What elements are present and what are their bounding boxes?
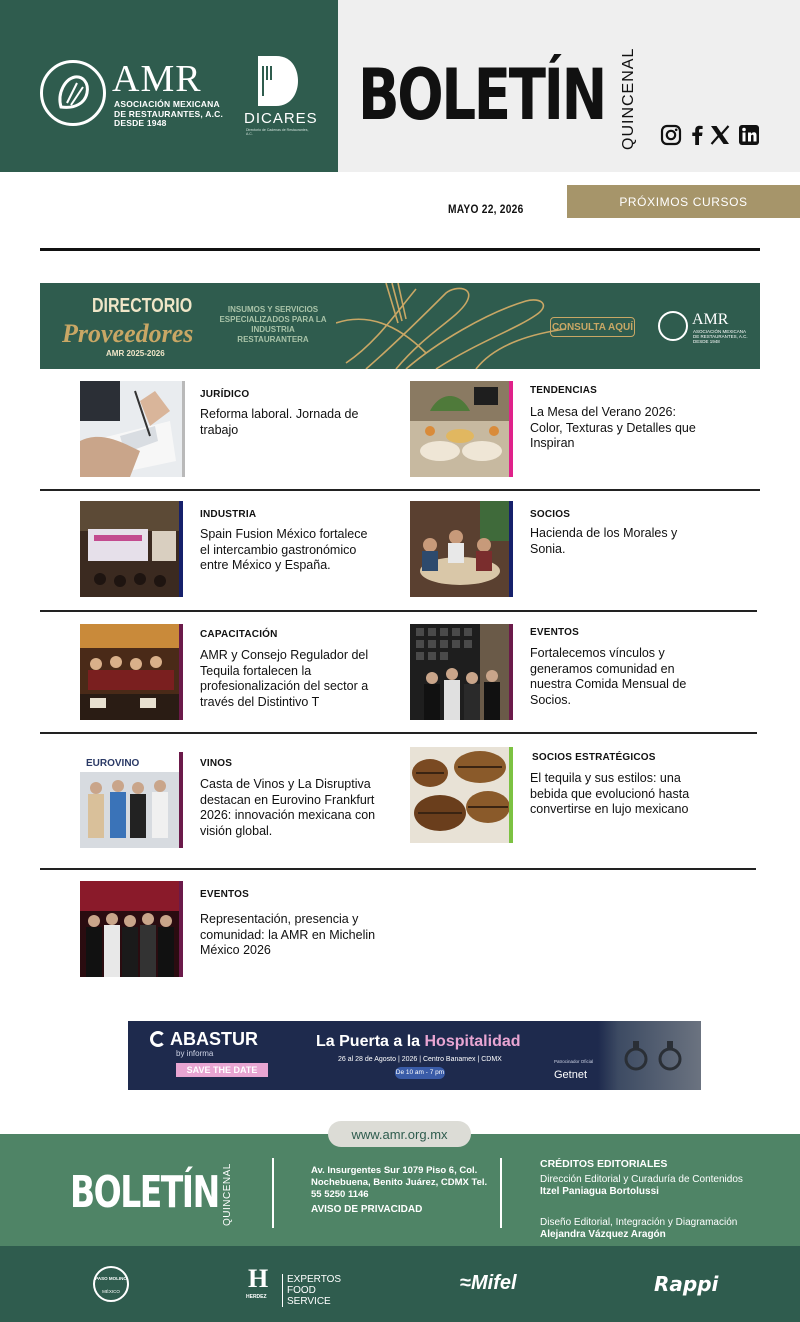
article-image-juridico[interactable] [80, 381, 182, 477]
footer-separator [500, 1158, 502, 1228]
row-divider [40, 732, 757, 734]
abastur-logo [150, 1029, 258, 1050]
row-divider [40, 868, 756, 870]
article-title-link[interactable]: Hacienda de los Morales y Sonia. [530, 526, 678, 556]
website-link[interactable]: www.amr.org.mx [328, 1121, 471, 1147]
issue-date: MAYO 22, 2026 [448, 202, 524, 216]
directorio-proveedores-banner[interactable] [40, 283, 760, 369]
article-category: INDUSTRIA [200, 509, 257, 520]
article-card[interactable] [410, 624, 730, 724]
save-the-date-button[interactable]: SAVE THE DATE [176, 1063, 268, 1077]
herdez-h-mark: H [248, 1264, 269, 1293]
article-category: EVENTOS [530, 627, 580, 638]
directorio-title: DIRECTORIO [92, 295, 193, 317]
amr-banner-wordmark: AMR [692, 311, 729, 328]
article-image-capacitacion[interactable] [80, 624, 182, 720]
amr-wordmark: AMR [112, 58, 202, 100]
article-accent-bar [179, 624, 183, 720]
article-image-socios[interactable] [410, 501, 512, 597]
linkedin-icon[interactable] [738, 124, 760, 146]
article-category: JURÍDICO [200, 389, 250, 400]
article-card[interactable] [80, 881, 400, 981]
cutlery-illustration-icon [336, 283, 566, 369]
credit-design-role: Diseño Editorial, Integración y Diagramación [540, 1217, 738, 1228]
article-accent-bar [179, 752, 183, 848]
article-category: EVENTOS [200, 889, 250, 900]
getnet-logo: Getnet [554, 1069, 588, 1081]
dicares-tagline: Directorio de Cadenas de Restaurantes, A.C. [246, 128, 309, 136]
abastur-dates: 26 al 28 de Agosto | 2026 | Centro Banamex | CDMX [338, 1056, 502, 1063]
article-accent-bar [509, 747, 513, 843]
footer-boletin-title: BOLETÍN [70, 1167, 219, 1218]
article-accent-bar [179, 501, 183, 597]
herdez-sub: HERDEZ [246, 1294, 267, 1300]
article-category: SOCIOS ESTRATÉGICOS [532, 752, 656, 763]
row-divider [40, 489, 760, 491]
mifel-logo[interactable] [460, 1272, 517, 1295]
article-title-link[interactable]: Casta de Vinos y La Disruptiva destacan en Eurovino Frankfurt 2026: innovación mexicana con visión global. [200, 777, 376, 838]
article-title-link[interactable]: Spain Fusion México fortalece el intercambio gastronómico entre México y España. [200, 527, 368, 572]
abastur-wordmark: ABASTUR [170, 1029, 258, 1049]
article-category: TENDENCIAS [530, 385, 598, 396]
article-title-link[interactable]: El tequila y sus estilos: una bebida que evolucionó hasta convertirse en lujo mexicano [530, 771, 690, 816]
article-accent-bar [179, 881, 183, 977]
article-card[interactable] [410, 501, 730, 601]
amr-banner-logo-icon [658, 311, 688, 341]
article-image-industria[interactable] [80, 501, 182, 597]
paso-molino-logo-icon[interactable] [93, 1266, 129, 1302]
article-title-link[interactable]: Reforma laboral. Jornada de trabajo [200, 407, 359, 437]
article-card[interactable] [80, 501, 400, 601]
article-image-michelin[interactable] [80, 881, 182, 977]
paso-molino-country: MÉXICO [102, 1289, 120, 1294]
abastur-by-informa: by informa [176, 1049, 214, 1058]
x-twitter-icon[interactable] [709, 124, 731, 146]
sponsors-bar [0, 1246, 800, 1322]
boletin-subtitle: QUINCENAL [620, 47, 637, 150]
credit-design [540, 1217, 770, 1241]
getnet-sponsor-label: Patrocinador Oficial [554, 1059, 594, 1064]
article-title-link[interactable]: Fortalecemos vínculos y generamos comunidad en nuestra Comida Mensual de Socios. [530, 646, 687, 707]
abastur-banner[interactable] [128, 1021, 701, 1090]
directorio-script-title: Proveedores [62, 319, 194, 348]
dicares-wordmark: DICARES [244, 110, 318, 127]
article-accent-bar [182, 381, 185, 477]
abastur-swirl-icon [150, 1031, 166, 1047]
article-category: CAPACITACIÓN [200, 629, 278, 640]
abastur-headline-b: Hospitalidad [424, 1033, 521, 1050]
article-title-link[interactable]: La Mesa del Verano 2026: Color, Texturas y Detalles que Inspiran [530, 405, 696, 450]
article-title-link[interactable]: AMR y Consejo Regulador del Tequila fortalecen la profesionalización del sector a través del Distintivo T [200, 648, 369, 709]
amr-subtitle: ASOCIACIÓN MEXICANA DE RESTAURANTES, A.C. DESDE 1948 [114, 99, 224, 128]
article-image-eventos[interactable] [410, 624, 512, 720]
paso-molino-name: PASO MOLINO [95, 1276, 127, 1281]
credit-editorial-role: Dirección Editorial y Curaduría de Contenidos [540, 1174, 743, 1185]
article-accent-bar [509, 624, 513, 720]
instagram-icon[interactable] [660, 124, 682, 146]
abastur-hours: De 10 am - 7 pm [395, 1067, 445, 1079]
article-title-link[interactable]: Representación, presencia y comunidad: la AMR en Michelin México 2026 [200, 912, 376, 957]
credit-design-name: Alejandra Vázquez Aragón [540, 1229, 666, 1240]
door-knocker-image [598, 1021, 701, 1090]
rappi-logo[interactable]: Rappi [654, 1272, 719, 1296]
mifel-wave-icon: ≈ [460, 1272, 471, 1294]
herdez-text: EXPERTOS FOOD SERVICE [282, 1274, 342, 1307]
header-divider [40, 248, 760, 251]
article-card[interactable] [80, 381, 400, 481]
consulta-aqui-button[interactable]: CONSULTA AQUÍ [550, 317, 635, 337]
article-image-vinos[interactable] [80, 752, 182, 848]
dicares-logo-icon[interactable] [254, 54, 300, 108]
eurovino-label: EUROVINO [86, 758, 140, 769]
article-accent-bar [509, 381, 513, 477]
article-category: VINOS [200, 758, 233, 769]
row-divider [40, 610, 757, 612]
abastur-headline-a: La Puerta a la [316, 1033, 425, 1050]
herdez-logo[interactable] [246, 1264, 356, 1307]
boletin-title: BOLETÍN [358, 54, 606, 136]
footer-address: Av. Insurgentes Sur 1079 Piso 6, Col. Nochebuena, Benito Juárez, CDMX Tel. 55 5250 1146 [311, 1165, 488, 1200]
article-card[interactable] [410, 381, 730, 481]
footer-boletin-subtitle: QUINCENAL [222, 1163, 233, 1226]
credit-editorial-name: Itzel Paniagua Bortolussi [540, 1186, 659, 1197]
footer-separator [272, 1158, 274, 1228]
directorio-description: INSUMOS Y SERVICIOS ESPECIALIZADOS PARA LA INDUSTRIA RESTAURANTERA [219, 305, 327, 344]
credit-editorial [540, 1174, 770, 1198]
directorio-year: AMR 2025-2026 [106, 349, 165, 358]
privacy-notice-link[interactable]: AVISO DE PRIVACIDAD [311, 1204, 423, 1215]
abastur-headline [316, 1033, 521, 1051]
mifel-wordmark: Mifel [470, 1272, 517, 1294]
article-card[interactable] [80, 752, 400, 852]
amr-banner-subtitle: ASOCIACIÓN MEXICANA DE RESTAURANTES, A.C. DESDE 1948 [693, 329, 748, 344]
article-category: SOCIOS [530, 509, 571, 520]
article-card[interactable] [410, 747, 730, 847]
article-accent-bar [509, 501, 513, 597]
article-image-socios-estrategicos[interactable] [410, 747, 512, 843]
article-card[interactable] [80, 624, 400, 724]
article-image-tendencias[interactable] [410, 381, 512, 477]
amr-logo-icon[interactable] [40, 60, 106, 126]
facebook-icon[interactable] [686, 124, 708, 146]
credits-heading: CRÉDITOS EDITORIALES [540, 1158, 668, 1170]
proximos-cursos-button[interactable]: PRÓXIMOS CURSOS [567, 185, 800, 218]
